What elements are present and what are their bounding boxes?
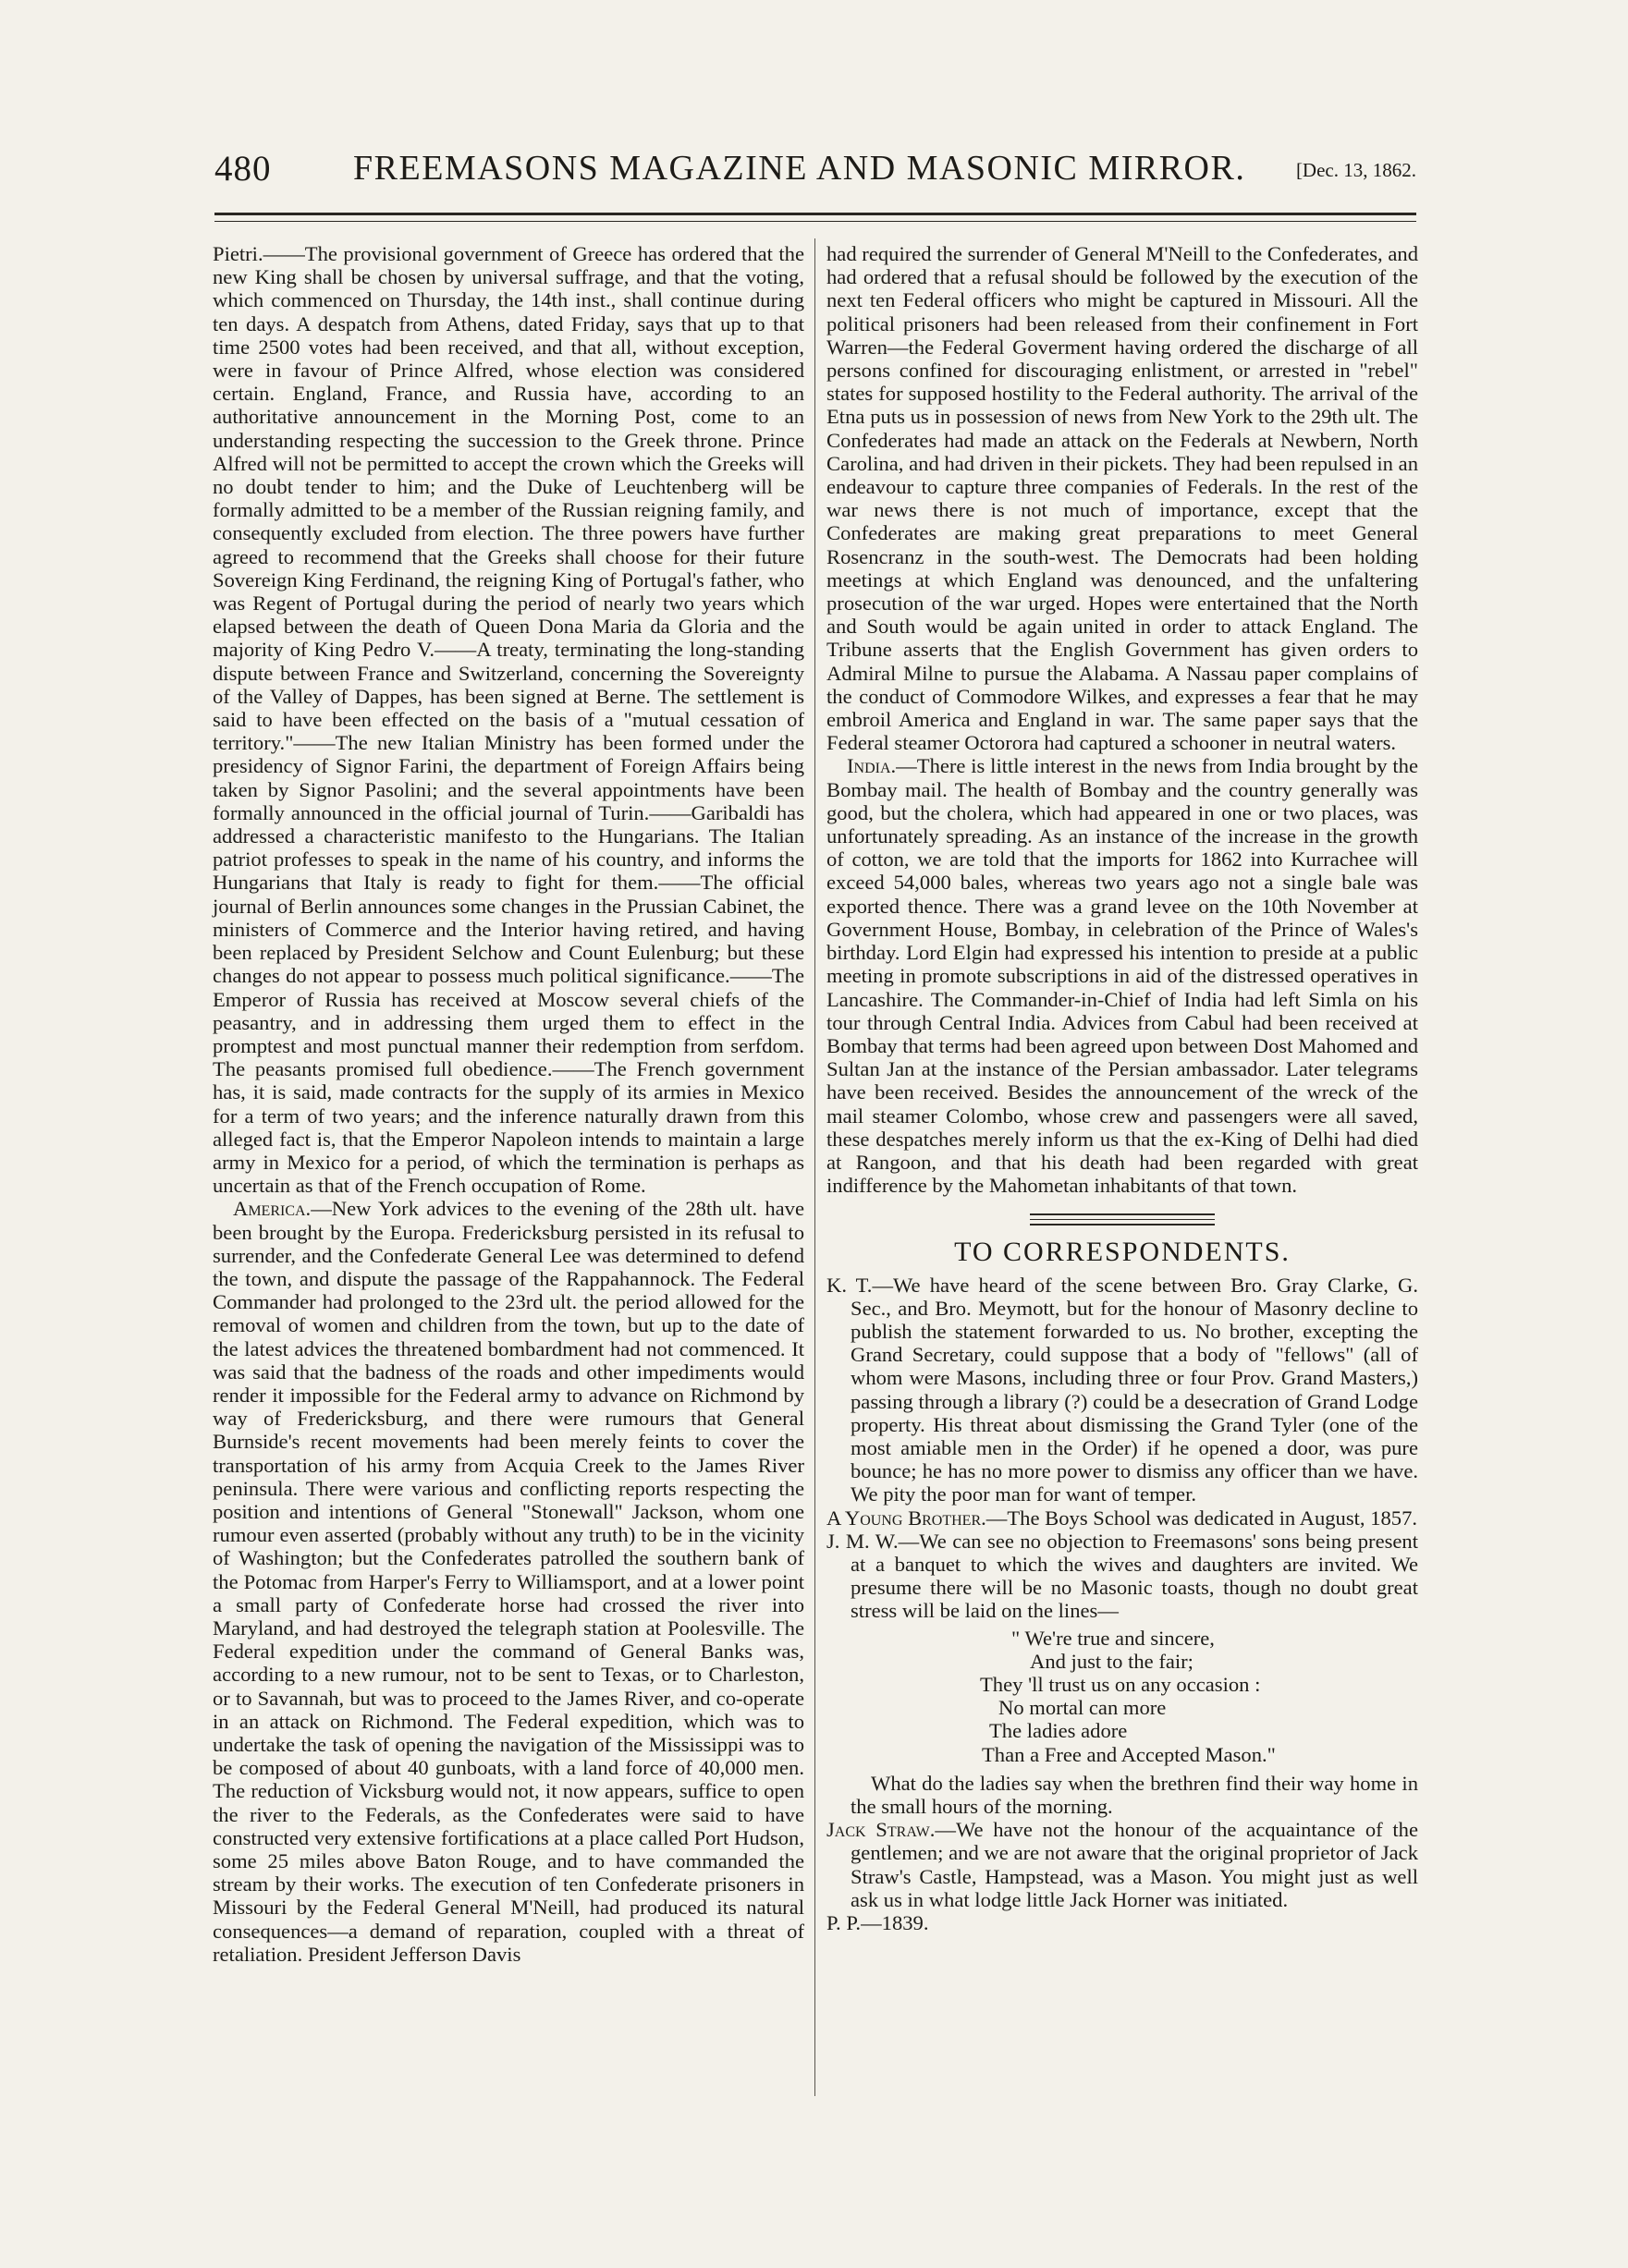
verse-line: No mortal can more <box>998 1696 1167 1720</box>
america-text: —New York advices to the evening of the 28th ult. have been brought by the Europa. Fredericksburg persisted in its refusal to surrender, and the Confederate General Lee was determined to defend the town, and dispute the passage of the Rappahannock. The Federal Commander had prolonged to the 23rd ult. the period allowed for the removal of women and children from the town, but up to the date of the latest advices the threatened bombardment had not commenced. It was said that the badness of the roads and other impediments would render it impossible for the Federal army to advance on Richmond by way of Fredericksburg, and there were rumours that General Burnside's recent movements had been merely feints to cover the transportation of his army from Acquia Creek to the James River peninsula. There were various and conflicting reports respecting the position and intentions of General "Stonewall" Jackson, whom one rumour even asserted (probably without any truth) to be in the vicinity of Washington; but the Confederates patrolled the southern bank of the Potomac from Harper's Ferry to Williamsport, and at a lower point a small party of Confederate horse had crossed the river into Maryland, and had destroyed the telegraph station at Poolesville. The Federal expedition under the command of General Banks was, according to a new rumour, not to be sent to Texas, or to Charleston, or to Savannah, but was to proceed to the James River, and co-operate in an attack on Richmond. The Federal expedition, which was to undertake the task of opening the navigation of the Mississippi was to be composed of about 40 gunboats, with a land force of 40,000 men. The reduction of Vicksburg would not, it now appears, suffice to open the river to the Federals, as the Confederates were said to have constructed very extensive fortifications at a place called Port Hudson, some 25 miles above Baton Rouge, and to have commanded the stream by their works. The execution of ten Confederate prisoners in Missouri by the Federal General M'Neill, had produced its natural consequences—a demand of reparation, coupled with a threat of retaliation. President Jefferson Davis <box>213 1197 804 1966</box>
correspondents-section <box>826 1274 1418 1935</box>
verse-block <box>826 1627 1418 1766</box>
reply-jmw <box>826 1530 1418 1623</box>
issue-date: [Dec. 13, 1862. <box>1295 159 1416 181</box>
greece-news-paragraph: Pietri.——The provisional government of Greece has ordered that the new King shall be chosen by universal suffrage, and that the voting, which commenced on Thursday, the 14th inst., shall continue during ten days. A despatch from Athens, dated Friday, says that up to that time 2500 votes had been received, and that all, without exception, were in favour of Prince Alfred, whose election was considered certain. England, France, and Russia have, according to an authoritative announcement in the Morning Post, come to an understanding respecting the succession to the Greek throne. Prince Alfred will not be permitted to accept the crown which the Greeks will no doubt tender to him; and the Duke of Leuchtenberg will be formally admitted to be a member of the Russian reigning family, and consequently excluded from election. The three powers have further agreed to recommend that the Greeks shall choose for their future Sovereign King Ferdinand, the reigning King of Portugal's father, who was Regent of Portugal during the period of nearly two years which elapsed between the death of Queen Dona Maria da Gloria and the majority of King Pedro V.——A treaty, terminating the long-standing dispute between France and Switzerland, concerning the Sovereignty of the Valley of Dappes, has been signed at Berne. The settlement is said to have been effected on the basis of a "mutual cessation of territory."——The new Italian Ministry has been formed under the presidency of Signor Farini, the department of Foreign Affairs being taken by Signor Pasolini; and the several appointments have been formally announced in the official journal of Turin.——Garibaldi has addressed a characteristic manifesto to the Hungarians. The Italian patriot professes to speak in the name of his country, and informs the Hungarians that Italy is ready to fight for them.——The official journal of Berlin announces some changes in the Prussian Cabinet, the ministers of Commerce and the Interior having retired, and having been replaced by President Selchow and Count Eulenburg; but these changes do not appear to possess much political significance.——The Emperor of Russia has received at Moscow several chiefs of the peasantry, and in addressing them urged them to effect in the promptest and most punctual manner their redemption from serfdom. The peasants promised full obedience.——The French government has, it is said, made contracts for the supply of its armies in Mexico for a term of two years; and the inference naturally drawn from this alleged fact is, that the Emperor Napoleon intends to maintain a large army in Mexico for a period, of which the termination is perhaps as uncertain as that of the French occupation of Rome. <box>213 242 804 1198</box>
header-rule-thin <box>214 221 1416 222</box>
running-title: FREEMASONS MAGAZINE AND MASONIC MIRROR. <box>353 149 1246 188</box>
page-header <box>214 148 1416 203</box>
left-column <box>213 242 804 1966</box>
verse-line: " We're true and sincere, <box>1011 1626 1215 1650</box>
page-number: 480 <box>214 149 272 189</box>
reply-kt-lead: K. T. <box>826 1273 873 1297</box>
reply-js-lead: Jack Straw. <box>826 1818 936 1842</box>
america-news-paragraph <box>213 1197 804 1966</box>
america-lead: America. <box>233 1197 312 1221</box>
reply-yb-text: —The Boys School was dedicated in August, 1857. <box>985 1506 1418 1530</box>
reply-jmw-after: What do the ladies say when the brethren find their way home in the small hours of the morning. <box>851 1771 1418 1818</box>
header-rule-thick <box>214 213 1416 215</box>
correspondents-heading: TO CORRESPONDENTS. <box>954 1237 1291 1268</box>
section-separator <box>1030 1213 1215 1225</box>
reply-kt <box>826 1274 1418 1506</box>
america-continued-paragraph: had required the surrender of General M'Neill to the Confederates, and had ordered that a refusal should be followed by the execution of the next ten Federal officers who might be captured in Missouri. All the political prisoners had been released from their confinement in Fort Warren—the Federal Goverment having ordered the discharge of all persons confined for discouraging enlistment, or arrested in "rebel" states for supposed hostility to the Federal authority. The arrival of the Etna puts us in possession of news from New York to the 29th ult. The Confederates had made an attack on the Federals at Newbern, North Carolina, and had driven in their pickets. They had been repulsed in an endeavour to capture three companies of Federals. In the rest of the war news there is not much of importance, except that the Confederates are making great preparations to meet General Rosencranz in the south-west. The Democrats had been holding meetings at which England was denounced, and the unfaltering prosecution of the war urged. Hopes were entertained that the North and South would be again united in order to attack England. The Tribune asserts that the English Government has given orders to Admiral Milne to pursue the Alabama. A Nassau paper complains of the conduct of Commodore Wilkes, and expresses a fear that he may embroil America and England in war. The same paper says that the Federal steamer Octorora had captured a schooner in neutral waters. <box>826 242 1418 755</box>
india-news-paragraph <box>826 754 1418 1197</box>
reply-pp: P. P.—1839. <box>826 1911 929 1935</box>
reply-jack-straw <box>826 1818 1418 1911</box>
reply-kt-text: —We have heard of the scene between Bro. Gray Clarke, G. Sec., and Bro. Meymott, but for the honour of Masonry decline to publish the statement forwarded to us. No brother, excepting the Grand Secretary, could suppose that a body of "fellows" (all of whom were Masons, including three or four Prov. Grand Masters,) passing through a library (?) could be a desecration of Grand Lodge property. His threat about dismissing the Grand Tyler (one of the most amiable men in the Order) if he opened a door, was pure bounce; he has no more power to dismiss any officer than we have. We pity the poor man for want of temper. <box>851 1273 1418 1506</box>
reply-yb-lead: A Young Brother. <box>826 1506 986 1530</box>
reply-young-brother <box>826 1506 1418 1530</box>
reply-jmw-text: —We can see no objection to Freemasons' sons being present at a banquet to which the wives and daughters are invited. We presume there will be no Masonic toasts, though no doubt great stress will be laid on the lines— <box>851 1529 1418 1623</box>
column-divider <box>814 238 815 2096</box>
india-lead: India. <box>847 754 897 778</box>
verse-line: Than a Free and Accepted Mason." <box>982 1742 1276 1766</box>
verse-line: And just to the fair; <box>1030 1649 1193 1673</box>
india-text: —There is little interest in the news from India brought by the Bombay mail. The health of Bombay and the country generally was good, but the cholera, which had appeared in one or two places, was unfortunately spreading. As an instance of the increase in the growth of cotton, we are told that the imports for 1862 into Kurrachee will exceed 54,000 bales, whereas two years ago not a single bale was exported thence. There was a grand levee on the 10th November at Government House, Bombay, in celebration of the Prince of Wales's birthday. Lord Elgin had expressed his intention to preside at a public meeting in promote subscriptions in aid of the distressed operatives in Lancashire. The Commander-in-Chief of India had left Simla on his tour through Central India. Advices from Cabul had been received at Bombay that terms had been agreed upon between Dost Mahomed and Sultan Jan at the instance of the Persian ambassador. Later telegrams have been received. Besides the announcement of the wreck of the mail steamer Colombo, whose crew and passengers were all saved, these despatches merely inform us that the ex-King of Delhi had died at Rangoon, and that his death had been regarded with great indifference by the Mahometan inhabitants of that town. <box>826 754 1418 1198</box>
verse-line: They 'll trust us on any occasion : <box>980 1672 1261 1696</box>
right-column <box>826 242 1418 1934</box>
verse-line: The ladies adore <box>989 1719 1128 1743</box>
reply-jmw-lead: J. M. W. <box>826 1529 899 1553</box>
reply-js-text: —We have not the honour of the acquaintance of the gentlemen; and we are not aware that the original proprietor of Jack Straw's Castle, Hampstead, was a Mason. You might just as well ask us in what lodge little Jack Horner was initiated. <box>851 1818 1418 1911</box>
